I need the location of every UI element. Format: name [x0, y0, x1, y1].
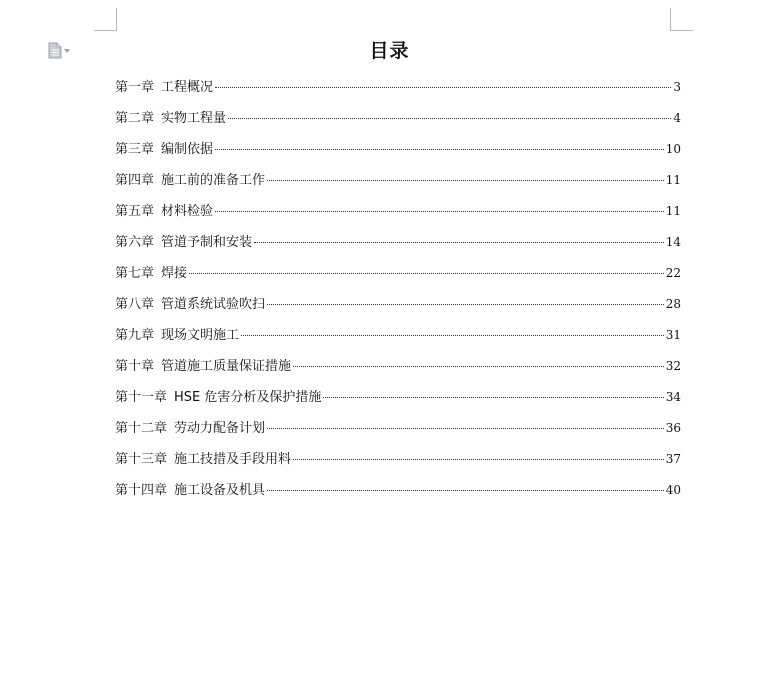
toc-entry[interactable]: [115, 447, 681, 478]
toc-dot-leader: [215, 149, 664, 150]
toc-chapter-number: 第五章: [115, 204, 155, 219]
toc-entry[interactable]: [115, 261, 681, 292]
toc-chapter-number: 第七章: [115, 266, 155, 281]
toc-dot-leader: [228, 118, 671, 119]
toc-page-number: 11: [665, 204, 681, 218]
toc-chapter-number: 第六章: [115, 235, 155, 250]
toc-dot-leader: [189, 273, 664, 274]
toc-entry[interactable]: [115, 106, 681, 137]
toc-chapter-number: 第十四章: [115, 483, 168, 498]
toc-page-number: 10: [665, 142, 681, 156]
toc-entry-title: 材料检验: [161, 204, 214, 219]
toc-entry[interactable]: [115, 199, 681, 230]
toc-dot-leader: [241, 335, 664, 336]
toc-entry-title: 工程概况: [161, 80, 214, 95]
toc-page-number: 37: [665, 452, 681, 466]
toc-entry-title: 管道予制和安装: [161, 235, 253, 250]
toc-page-number: 40: [665, 483, 681, 497]
toc-entry-title: 管道系统试验吹扫: [161, 297, 266, 312]
toc-dot-leader: [254, 242, 664, 243]
toc-entry[interactable]: [115, 168, 681, 199]
toc-entry-title: 施工技措及手段用料: [174, 452, 292, 467]
toc-chapter-number: 第十二章: [115, 421, 168, 436]
toc-chapter-number: 第十三章: [115, 452, 168, 467]
top-right-margin-mark: [670, 8, 693, 31]
toc-chapter-number: 第三章: [115, 142, 155, 157]
toc-page-number: 14: [665, 235, 681, 249]
toc-entry-title: 现场文明施工: [161, 328, 240, 343]
toc-entry-title: 焊接: [161, 266, 188, 281]
toc-dot-leader: [215, 211, 664, 212]
toc-dot-leader: [267, 304, 664, 305]
toc-page-number: 28: [665, 297, 681, 311]
toc-page-number: 3: [673, 80, 681, 94]
toc-entry[interactable]: [115, 385, 681, 416]
toc-heading: 目录: [369, 40, 410, 62]
toc-dot-leader: [215, 87, 671, 88]
toc-chapter-number: 第八章: [115, 297, 155, 312]
toc-entry[interactable]: [115, 75, 681, 106]
toc-page-number: 36: [665, 421, 681, 435]
toc-entry[interactable]: [115, 478, 681, 509]
toc-entry-title: 管道施工质量保证措施: [161, 359, 292, 374]
toc-chapter-number: 第九章: [115, 328, 155, 343]
toc-entry[interactable]: [115, 292, 681, 323]
toc-page-number: 4: [673, 111, 681, 125]
top-left-margin-mark: [94, 8, 117, 31]
toc-chapter-number: 第一章: [115, 80, 155, 95]
table-of-contents: [115, 75, 681, 509]
toc-dot-leader: [293, 459, 664, 460]
toc-entry[interactable]: [115, 354, 681, 385]
toc-entry-title: HSE 危害分析及保护措施: [174, 390, 322, 405]
toc-chapter-number: 第四章: [115, 173, 155, 188]
toc-page-number: 11: [665, 173, 681, 187]
toc-chapter-number: 第十一章: [115, 390, 168, 405]
toc-dot-leader: [267, 490, 664, 491]
toc-dot-leader: [323, 397, 663, 398]
toc-page-number: 34: [665, 390, 681, 404]
toc-entry-title: 施工设备及机具: [174, 483, 266, 498]
toc-entry-title: 施工前的准备工作: [161, 173, 266, 188]
toc-entry-title: 实物工程量: [161, 111, 227, 126]
toc-entry[interactable]: [115, 230, 681, 261]
toc-page-number: 32: [665, 359, 681, 373]
toc-entry[interactable]: [115, 416, 681, 447]
toc-entry-title: 编制依据: [161, 142, 214, 157]
toc-dot-leader: [267, 180, 664, 181]
toc-entry[interactable]: [115, 323, 681, 354]
toc-chapter-number: 第十章: [115, 359, 155, 374]
toc-entry[interactable]: [115, 137, 681, 168]
toc-page-number: 22: [665, 266, 681, 280]
toc-dot-leader: [267, 428, 664, 429]
toc-entry-title: 劳动力配备计划: [174, 421, 266, 436]
toc-dot-leader: [293, 366, 664, 367]
toc-page-number: 31: [665, 328, 681, 342]
toc-chapter-number: 第二章: [115, 111, 155, 126]
